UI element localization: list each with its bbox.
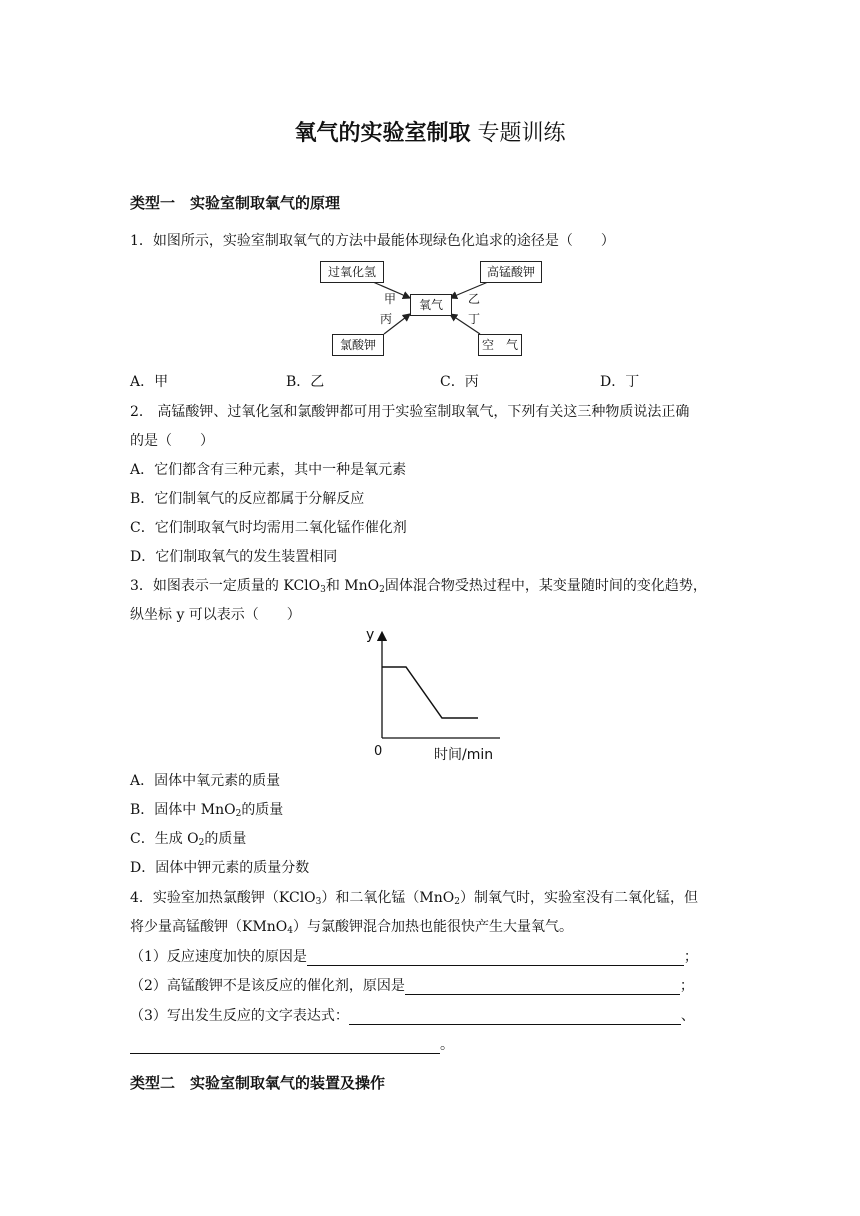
label-ding: 丁	[468, 312, 481, 326]
q1-diagram	[318, 258, 544, 358]
box-hydrogen-peroxide: 过氧化氢	[320, 261, 384, 283]
q3-option-a: A．固体中氧元素的质量	[130, 773, 281, 789]
box-potassium-chlorate: 氯酸钾	[332, 334, 384, 356]
q3-graph	[360, 624, 510, 764]
label-jia: 甲	[384, 292, 397, 306]
q4-part3-line2	[130, 1034, 454, 1054]
graph-y-label: y	[366, 627, 375, 643]
q3-stem-line1	[130, 575, 707, 595]
q4-part1-blank[interactable]	[307, 951, 684, 966]
q4-l2-b: ）与氯酸钾混合加热也能很快产生大量氧气。	[293, 919, 574, 935]
q4-part1-text: （1）反应速度加快的原因是	[130, 949, 307, 965]
q4-part2-blank[interactable]	[405, 980, 680, 995]
q4-part3-end: 、	[680, 1008, 695, 1024]
q2-stem-line2: 的是（ ）	[130, 433, 214, 449]
label-bing: 丙	[380, 312, 393, 326]
q3-option-c	[130, 828, 246, 848]
q4-l1-sub2: 2	[454, 897, 460, 907]
q4-part2-end: ；	[679, 978, 694, 994]
q2-option-c: C．它们制取氧气时均需用二氧化锰作催化剂	[130, 520, 407, 536]
q4-part3-blank2[interactable]	[130, 1039, 440, 1054]
q3-stem-line2: 纵坐标 y 可以表示（ ）	[130, 607, 301, 623]
q4-l2-sub: 4	[287, 926, 294, 936]
q2-option-a: A．它们都含有三种元素，其中一种是氧元素	[130, 462, 407, 478]
q3-option-b-post: 的质量	[241, 802, 284, 818]
q4-part3-blank1[interactable]	[349, 1010, 681, 1025]
section-heading-2: 类型二 实验室制取氧气的装置及操作	[130, 1074, 386, 1092]
graph-origin: 0	[374, 744, 383, 759]
q3-stem-sub1: 3	[320, 585, 326, 595]
q2-option-b: B．它们制氧气的反应都属于分解反应	[130, 491, 365, 507]
q4-stem-line2	[130, 916, 573, 936]
q2-option-d: D．它们制取氧气的发生装置相同	[130, 549, 338, 565]
box-air: 空 气	[478, 334, 522, 356]
q1-option-c: C．丙	[440, 374, 479, 390]
q3-option-b	[130, 799, 283, 819]
box-oxygen: 氧气	[410, 294, 452, 316]
trend-line	[382, 667, 478, 718]
q1-option-b: B．乙	[286, 374, 325, 390]
page-title	[0, 116, 860, 147]
q3-option-c-pre: C．生成 O	[130, 831, 199, 847]
q4-l1-a: 4．实验室加热氯酸钾（KClO	[130, 890, 316, 906]
title-normal: 专题训练	[477, 121, 566, 146]
q4-l1-sub1: 3	[315, 897, 322, 907]
q2-stem-line1: 2． 高锰酸钾、过氧化氢和氯酸钾都可用于实验室制取氧气，下列有关这三种物质说法正确	[130, 404, 690, 420]
q3-stem-part-c: 固体混合物受热过程中，某变量随时间的变化趋势，	[384, 578, 707, 594]
q1-option-d: D．丁	[600, 374, 640, 390]
q4-part2	[130, 975, 694, 995]
q4-part3	[130, 1005, 695, 1025]
q4-l1-c: ）制氧气时，实验室没有二氧化锰，但	[459, 890, 698, 906]
q3-option-c-sub: 2	[198, 838, 205, 848]
box-potassium-permanganate: 高锰酸钾	[480, 261, 542, 283]
q4-part1-end: ；	[683, 949, 698, 965]
q4-part1	[130, 946, 698, 966]
q4-part3-line2-end: 。	[440, 1037, 454, 1053]
q3-stem-sub2: 2	[379, 585, 385, 595]
q3-option-b-sub: 2	[235, 809, 242, 819]
graph-x-label: 时间/min	[434, 747, 494, 763]
q3-option-c-post: 的质量	[204, 831, 247, 847]
q3-stem-part-b: 和 MnO	[325, 578, 380, 594]
q1-stem: 1．如图所示，实验室制取氧气的方法中最能体现绿色化追求的途径是（ ）	[130, 233, 615, 249]
label-yi: 乙	[468, 292, 481, 306]
title-bold: 氧气的实验室制取	[294, 121, 471, 146]
q3-stem-part-a: 3．如图表示一定质量的 KClO	[130, 578, 321, 594]
q4-l2-a: 将少量高锰酸钾（KMnO	[130, 919, 288, 935]
q3-option-d: D．固体中钾元素的质量分数	[130, 860, 310, 876]
q4-part2-text: （2）高锰酸钾不是该反应的催化剂，原因是	[130, 978, 405, 994]
q4-stem-line1	[130, 887, 698, 907]
section-heading-1: 类型一 实验室制取氧气的原理	[130, 194, 341, 212]
q3-graph-svg	[360, 624, 510, 764]
q1-option-a: A．甲	[130, 374, 169, 390]
q4-l1-b: ）和二氧化锰（MnO	[321, 890, 455, 906]
q4-part3-text: （3）写出发生反应的文字表达式：	[130, 1008, 349, 1024]
q3-option-b-pre: B．固体中 MnO	[130, 802, 236, 818]
